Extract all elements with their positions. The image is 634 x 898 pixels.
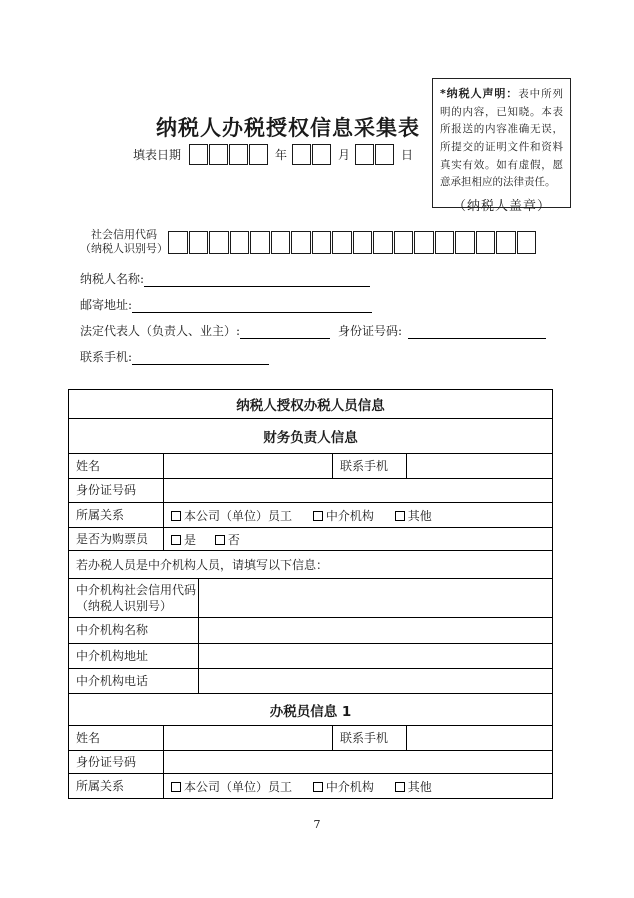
- month-digit-box[interactable]: [312, 144, 331, 165]
- mobile-label: 联系手机: [333, 454, 407, 479]
- year-unit-label: 年: [275, 147, 288, 162]
- month-unit-label: 月: [338, 147, 351, 162]
- relation-option-other[interactable]: 其他: [395, 509, 432, 523]
- credit-code-digit-box[interactable]: [496, 231, 516, 254]
- id-label: 身份证号码: [69, 479, 164, 503]
- taxpayer-name-label: 纳税人名称:: [80, 272, 145, 286]
- purchaser-option-yes[interactable]: 是: [171, 533, 196, 547]
- relation-label: 所属关系: [69, 774, 164, 799]
- intermediary-name-row: [69, 618, 553, 644]
- name-label: 姓名: [69, 454, 164, 479]
- checkbox-icon[interactable]: [395, 511, 405, 521]
- mailing-address-input-line[interactable]: [132, 299, 372, 313]
- month-digit-boxes: [292, 144, 332, 165]
- table-title: 纳税人授权办税人员信息: [69, 390, 553, 419]
- day-digit-boxes: [355, 144, 395, 165]
- clerk-id-row: [69, 751, 553, 774]
- finance-relation-row: [69, 503, 553, 528]
- checkbox-icon[interactable]: [171, 511, 181, 521]
- finance-section-title: 财务负责人信息: [69, 419, 553, 454]
- credit-code-digit-box[interactable]: [168, 231, 188, 254]
- legal-representative-label: 法定代表人（负责人、业主）:: [80, 324, 241, 338]
- finance-name-row: [69, 454, 553, 479]
- mailing-address-field: [80, 296, 372, 312]
- credit-code-digit-box[interactable]: [230, 231, 250, 254]
- fill-date-label: 填表日期: [133, 147, 182, 162]
- taxpayer-name-input-line[interactable]: [144, 273, 370, 287]
- intermediary-name-label: 中介机构名称: [69, 618, 199, 644]
- clerk-name-row: [69, 726, 553, 751]
- clerk-section-title: 办税员信息 1: [69, 694, 553, 726]
- finance-relation-options: [164, 503, 553, 528]
- clerk-relation-row: [69, 774, 553, 799]
- clerk-relation-options: [164, 774, 553, 799]
- taxpayer-declaration-box: [432, 78, 571, 214]
- credit-code-digit-box[interactable]: [435, 231, 455, 254]
- intermediary-name-cell[interactable]: [199, 618, 553, 644]
- credit-code-label-line2: （纳税人识别号）: [80, 242, 168, 255]
- intermediary-note-row: [69, 551, 553, 579]
- finance-id-cell[interactable]: [164, 479, 553, 503]
- year-digit-boxes: [189, 144, 269, 165]
- contact-mobile-label: 联系手机:: [80, 350, 133, 364]
- form-title: 纳税人办税授权信息采集表: [156, 115, 420, 140]
- credit-code-digit-box[interactable]: [250, 231, 270, 254]
- intermediary-note: 若办税人员是中介机构人员，请填写以下信息：: [69, 551, 553, 579]
- id-number-input-line[interactable]: [408, 325, 546, 339]
- day-unit-label: 日: [401, 147, 414, 162]
- clerk-mobile-cell[interactable]: [407, 726, 553, 751]
- credit-code-digit-box[interactable]: [209, 231, 229, 254]
- declaration-body: 表中所列明的内容，已知晓。本表所报送的内容准确无误，所提交的证明文件和资料真实有效。如有虚假，愿意承担相应的法律责任。: [440, 88, 563, 189]
- relation-option-other[interactable]: 其他: [395, 780, 432, 794]
- purchaser-label: 是否为购票员: [69, 528, 164, 551]
- credit-code-boxes: [168, 231, 537, 254]
- credit-code-digit-box[interactable]: [291, 231, 311, 254]
- year-digit-box[interactable]: [209, 144, 228, 165]
- relation-option-employee[interactable]: 本公司（单位）员工: [171, 509, 292, 523]
- relation-option-intermediary[interactable]: 中介机构: [313, 509, 374, 523]
- finance-mobile-cell[interactable]: [407, 454, 553, 479]
- relation-option-employee[interactable]: 本公司（单位）员工: [171, 780, 292, 794]
- checkbox-icon[interactable]: [171, 782, 181, 792]
- name-label: 姓名: [69, 726, 164, 751]
- finance-name-cell[interactable]: [164, 454, 333, 479]
- checkbox-icon[interactable]: [215, 535, 225, 545]
- credit-code-label-line1: 社会信用代码: [91, 228, 157, 241]
- contact-mobile-input-line[interactable]: [132, 351, 269, 365]
- month-digit-box[interactable]: [292, 144, 311, 165]
- day-digit-box[interactable]: [375, 144, 394, 165]
- intermediary-phone-row: [69, 669, 553, 694]
- checkbox-icon[interactable]: [313, 782, 323, 792]
- credit-code-digit-box[interactable]: [312, 231, 332, 254]
- legal-representative-input-line[interactable]: [240, 325, 330, 339]
- credit-code-digit-box[interactable]: [394, 231, 414, 254]
- intermediary-credit-code-row: [69, 579, 553, 618]
- intermediary-address-cell[interactable]: [199, 644, 553, 669]
- credit-code-digit-box[interactable]: [517, 231, 537, 254]
- taxpayer-name-field: [80, 270, 370, 286]
- credit-code-digit-box[interactable]: [373, 231, 393, 254]
- checkbox-icon[interactable]: [395, 782, 405, 792]
- finance-purchaser-row: [69, 528, 553, 551]
- credit-code-digit-box[interactable]: [189, 231, 209, 254]
- fill-date-row: [133, 142, 418, 166]
- clerk-id-cell[interactable]: [164, 751, 553, 774]
- intermediary-credit-code-cell[interactable]: [199, 579, 553, 618]
- id-number-label: 身份证号码:: [338, 324, 403, 338]
- credit-code-digit-box[interactable]: [455, 231, 475, 254]
- relation-label: 所属关系: [69, 503, 164, 528]
- legal-representative-field: [80, 322, 546, 338]
- credit-code-label: [78, 228, 170, 256]
- relation-option-intermediary[interactable]: 中介机构: [313, 780, 374, 794]
- intermediary-address-row: [69, 644, 553, 669]
- mobile-label: 联系手机: [333, 726, 407, 751]
- year-digit-box[interactable]: [249, 144, 268, 165]
- page-number: 7: [313, 818, 321, 831]
- credit-code-digit-box[interactable]: [332, 231, 352, 254]
- credit-code-digit-box[interactable]: [414, 231, 434, 254]
- taxpayer-stamp-label: （纳税人盖章）: [453, 198, 552, 214]
- year-digit-box[interactable]: [189, 144, 208, 165]
- intermediary-address-label: 中介机构地址: [69, 644, 199, 669]
- declaration-lead: *纳税人声明：: [440, 87, 519, 100]
- credit-code-digit-box[interactable]: [271, 231, 291, 254]
- mailing-address-label: 邮寄地址:: [80, 298, 133, 312]
- day-digit-box[interactable]: [355, 144, 374, 165]
- clerk-name-cell[interactable]: [164, 726, 333, 751]
- credit-code-digit-box[interactable]: [353, 231, 373, 254]
- checkbox-icon[interactable]: [171, 535, 181, 545]
- purchaser-options: [164, 528, 553, 551]
- credit-code-digit-box[interactable]: [476, 231, 496, 254]
- contact-mobile-field: [80, 348, 269, 364]
- purchaser-option-no[interactable]: 否: [215, 533, 240, 547]
- intermediary-phone-cell[interactable]: [199, 669, 553, 694]
- checkbox-icon[interactable]: [313, 511, 323, 521]
- id-label: 身份证号码: [69, 751, 164, 774]
- intermediary-phone-label: 中介机构电话: [69, 669, 199, 694]
- authorized-personnel-table: [68, 389, 553, 799]
- year-digit-box[interactable]: [229, 144, 248, 165]
- intermediary-credit-code-label: 中介机构社会信用代码（纳税人识别号）: [69, 579, 199, 618]
- finance-id-row: [69, 479, 553, 503]
